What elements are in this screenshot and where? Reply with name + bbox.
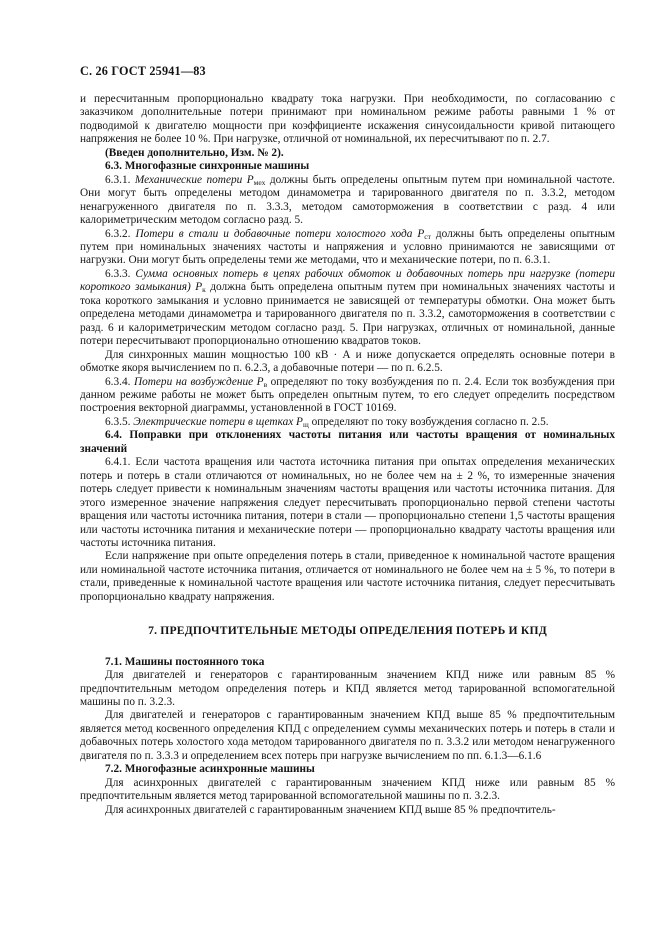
clause-term: Потери в стали и добавочные потери холостого хода P <box>135 227 425 240</box>
paragraph-7-2-b: Для асинхронных двигателей с гарантированным значением КПД выше 85 % предпочтитель- <box>105 803 556 816</box>
term-subscript: щ <box>302 419 309 429</box>
clause-text: должна быть определена опытным путем при номинальных значениях частоты и тока короткого замыкания и условно принимается не зависящей от температуры обмотки. Она может быть определена методами динамометра и тарированного двигателя по п. 3.3.2, самоторможения в соответствии с разд. 6 и калориметрическим методом согласно разд. 5. При нагрузках, отличных от номинальной, данные потери пересчитывают пропорционально отношению квадратов токов. <box>80 281 615 348</box>
paragraph-sync-machines: Для синхронных машин мощностью 100 кВ · А и ниже допускается определять основные потери в обмотке якоря вычислением по п. 6.2.3, а добавочные потери — по п. 6.2.5. <box>80 348 615 375</box>
term-subscript: мех <box>253 177 266 187</box>
clause-term: Электрические потери в щетках P <box>133 415 303 428</box>
paragraph-7-1-a: Для двигателей и генераторов с гарантированным значением КПД ниже или равным 85 % предпочтительным методом определения потерь и КПД является метод тарированной вспомогательной машины по п. 3.2.3. <box>80 669 615 709</box>
clause-6-3-5 <box>80 416 615 429</box>
paragraph-7-1-b: Для двигателей и генераторов с гарантированным значением КПД выше 85 % предпочтительным является метод косвенного определения КПД с определением суммы механических потерь и потерь в стали и добавочных потерь холостого хода методом тарированного двигателя по п. 3.3.2 или методом ненагруженного двигателя по п. 3.3.3 и определением всех потерь при нагрузке вычислением по пп. 6.1.3—6.1.6 <box>80 709 615 762</box>
term-subscript: в <box>263 379 268 389</box>
clause-text: определяют по току возбуждения по п. 2.4. Если ток возбуждения при данном режиме работы не может быть определен опытным путем, то его следует определить посредством построения векторной диаграммы, установленной в ГОСТ 10169. <box>80 375 615 415</box>
paragraph-7-2-a: Для асинхронных двигателей с гарантированным значением КПД ниже или равным 85 % предпочтительным является метод тарированной вспомогательной машины по п. 3.2.3. <box>80 776 615 803</box>
heading-6-4: 6.4. Поправки при отклонениях частоты питания или частоты вращения от номинальных значений <box>80 429 615 455</box>
chapter-7-title: 7. ПРЕДПОЧТИТЕЛЬНЫЕ МЕТОДЫ ОПРЕДЕЛЕНИЯ ПОТЕРЬ И КПД <box>148 624 547 638</box>
clause-6-3-4 <box>80 376 615 416</box>
heading-7-1: 7.1. Машины постоянного тока <box>105 655 265 668</box>
term-subscript: ст <box>424 231 431 241</box>
clause-number: 6.3.3. <box>105 267 136 280</box>
page-header: С. 26 ГОСТ 25941—83 <box>80 64 206 78</box>
paragraph-continuation: и пересчитанным пропорционально квадрату тока нагрузки. При необходимости, по согласованию с заказчиком дополнительные потери принимают при номинальном режиме работы равными 1 % от подводимой к двигателю мощности при коэффициенте искажения синусоидальности кривой питающего напряжения не более 10 %. При нагрузке, отличной от номинальной, их пересчитывают по п. 2.7. <box>80 93 615 146</box>
clause-term: Механические потери P <box>134 173 254 186</box>
clause-text: определяют по току возбуждения согласно п. 2.5. <box>308 415 549 428</box>
clause-term: Потери на возбуждение P <box>133 375 264 388</box>
clause-6-3-2 <box>80 228 615 268</box>
heading-6-3: 6.3. Многофазные синхронные машины <box>105 160 310 173</box>
document-body <box>80 93 615 817</box>
clause-text: должны быть определены опытным путем при номинальных значениях частоты и напряжения и условно принимаются не зависящими от нагрузки. Они могут быть определены теми же методами, что и механические потери, по п. 6.3.1. <box>80 227 616 267</box>
clause-6-3-1 <box>80 174 615 228</box>
clause-number: 6.3.2. <box>105 227 136 240</box>
heading-7-2: 7.2. Многофазные асинхронные машины <box>105 763 315 776</box>
amendment-note: (Введен дополнительно, Изм. № 2). <box>105 146 284 159</box>
clause-number: 6.3.4. <box>105 375 134 388</box>
clause-term: Сумма основных потерь в цепях рабочих обмоток и добавочных потерь при нагрузке (потери короткого замыкания) P <box>80 267 615 294</box>
clause-6-3-3 <box>80 268 615 349</box>
clause-number: 6.3.5. <box>105 415 134 428</box>
clause-text: должны быть определены опытным путем при номинальной частоте. Они могут быть определены методом динамометра и тарированного двигателя по п. 3.3.2, методом ненагруженного двигателя по п. 3.3.3, методом самоторможения в соответствии с разд. 4 или калориметрическим методом согласно разд. 5. <box>80 173 615 227</box>
term-subscript: к <box>202 285 206 295</box>
paragraph-voltage-deviation: Если напряжение при опыте определения потерь в стали, приведенное к номинальной частоте вращения или номинальной частоте источника питания, отличается от номинального не более чем на ± 5 %, то потери в стали, приведенные к номинальной частоте вращения или частоте источника питания, следует пересчитывать пропорционально квадрату напряжения. <box>80 550 615 603</box>
clause-6-4-1: 6.4.1. Если частота вращения или частота источника питания при опытах определения механических потерь и потерь в стали отличаются от номинальных, но не более чем на ± 2 %, то измеренные значения потерь следует привести к номинальным значениям частоты вращения или частоты источника питания. Для этого измеренное значение напряжения следует пересчитывать пропорционально первой степени частоты вращения или частоты источника питания, потери в стали — пропорционально степени 1,5 частоты вращения или частоты источника питания и механические потери — пропорционально квадрату частоты вращения или частоты источника питания. <box>80 456 615 549</box>
clause-number: 6.3.1. <box>105 173 135 186</box>
